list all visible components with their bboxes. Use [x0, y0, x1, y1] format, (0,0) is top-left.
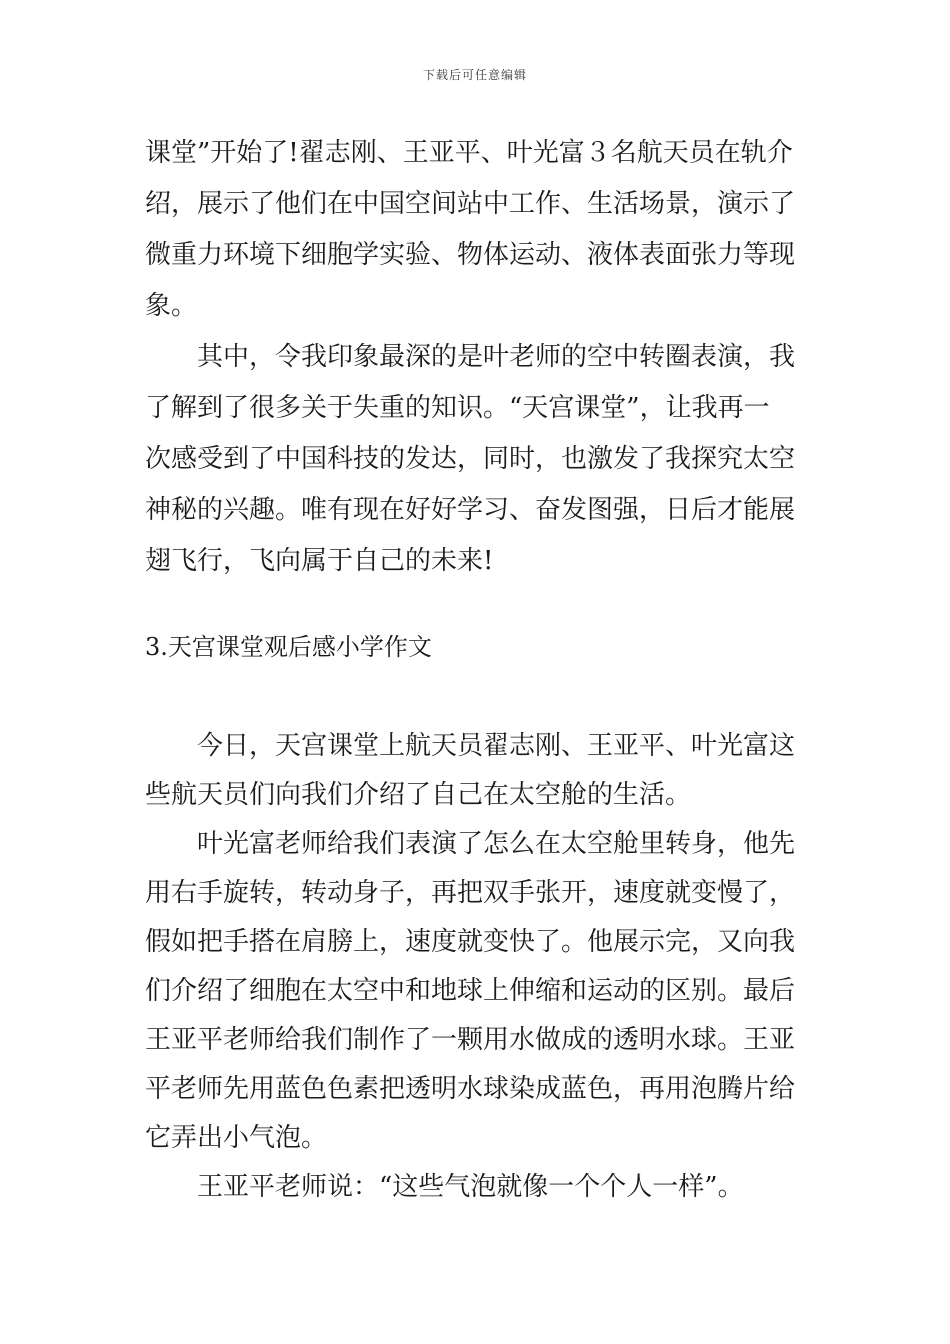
text-line: 王亚平老师说：“这些气泡就像一个个人一样”。: [145, 1172, 744, 1202]
text-line: 些航天员们向我们介绍了自己在太空舱的生活。: [145, 780, 692, 810]
text-line: 了解到了很多关于失重的知识。“天宫课堂”，让我再一: [145, 393, 770, 423]
text-line: 叶光富老师给我们表演了怎么在太空舱里转身，他先: [145, 829, 796, 859]
page-header: 下载后可任意编辑: [422, 68, 527, 82]
text-line: 微重力环境下细胞学实验、物体运动、液体表面张力等现: [145, 240, 796, 270]
section-heading: 3.天宫课堂观后感小学作文: [145, 633, 432, 661]
paragraph-block-1: [145, 128, 810, 587]
text-line: 翅飞行，飞向属于自己的未来!: [145, 546, 494, 576]
text-line: 平老师先用蓝色色素把透明水球染成蓝色，再用泡腾片给: [145, 1074, 796, 1104]
text-line: 课堂”开始了!翟志刚、王亚平、叶光富３名航天员在轨介: [145, 138, 793, 168]
text-line: 用右手旋转，转动身子，再把双手张开，速度就变慢了，: [145, 878, 796, 908]
text-line: 次感受到了中国科技的发达，同时，也激发了我探究太空: [145, 444, 796, 474]
text-line: 绍，展示了他们在中国空间站中工作、生活场景，演示了: [145, 189, 796, 219]
text-line: 神秘的兴趣。唯有现在好好学习、奋发图强，日后才能展: [145, 495, 796, 525]
text-line: 假如把手搭在肩膀上，速度就变快了。他展示完，又向我: [145, 927, 796, 957]
text-line: 今日，天宫课堂上航天员翟志刚、王亚平、叶光富这: [145, 731, 796, 761]
text-line: 其中，令我印象最深的是叶老师的空中转圈表演，我: [145, 342, 796, 372]
text-line: 象。: [145, 291, 198, 321]
text-line: 王亚平老师给我们制作了一颗用水做成的透明水球。王亚: [145, 1025, 796, 1055]
paragraph-block-2: [145, 722, 810, 1212]
text-line: 们介绍了细胞在太空中和地球上伸缩和运动的区别。最后: [145, 976, 796, 1006]
text-line: 它弄出小气泡。: [145, 1123, 328, 1153]
